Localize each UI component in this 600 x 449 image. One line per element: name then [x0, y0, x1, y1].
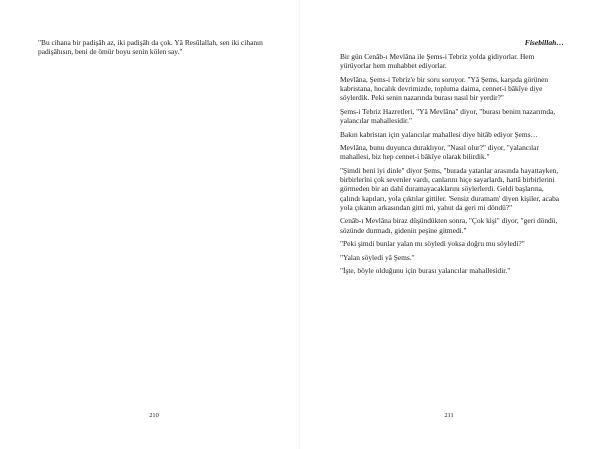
running-head: Fisebillah…: [524, 38, 564, 47]
page-number-right: 211: [444, 412, 454, 419]
paragraph: "Şimdi beni iyi dinle" diyor Şems, "burada yatanlar arasında hayattayken, birbirlerini çok sevenler vardı, canlarını hiçe sayarlardı, hattâ birbirlerini görmeden bir an dahî duramayacaklarını söylerlerdi. Geldi başlarına, çalındı kapıları, yola çıktılar gittiler. 'Sensiz duramam' diyen kişiler, acaba yola çıkanın arkasından gitti mi, yahut da geri mi döndü?": [340, 165, 560, 212]
paragraph: Mevlâna, bunu duyunca duraklıyor, "Nasıl olur?" diyor, "yalancılar mahallesi, biz hep cennet-i bâkîye olarak bilirdik.": [340, 143, 539, 162]
paragraph: Şems-i Tebriz Hazretleri, "Yâ Mevlâna" diyor, "burası benim nazarımda, yalancılar mahallesidir.": [340, 106, 556, 125]
right-page-body: [340, 52, 564, 280]
paragraph: Mevlâna, Şems-i Tebriz'e bir soru soruyor. "Yâ Şems, karşıda görünen kabristana, hocalık devrimizde, topluma daima, cennet-i bâkîye diye söylerdik. Peki senin nazarında burası nasıl bir yerdir?": [340, 74, 549, 103]
page-number-left: 210: [149, 412, 159, 419]
paragraph: "Peki şimdi bunlar yalan mı söyledi yoksa doğru mu söyledi?": [340, 239, 525, 249]
paragraph: "Yalan söyledi yâ Şems.": [340, 252, 415, 262]
paragraph: Cenâb-ı Mevlâna biraz düşündükten sonra, "Çok kişi" diyor, "geri döndü, sözünde durmadı, gidenin peşine gitmedi.": [340, 216, 558, 235]
paragraph: "Bu cihana bir padişâh az, iki padişâh da çok. Yâ Resûlallah, sen iki cihanın padişâhısın, beni de ömür boyu senin kölen say.": [38, 38, 263, 57]
paragraph: Bir gün Cenâb-ı Mevlâna ile Şems-i Tebriz yolda gidiyorlar. Hem yürüyorlar hem muhabbet ediyorlar.: [340, 52, 535, 71]
paragraph: "İşte, böyle olduğunu için burası yalancılar mahallesidir.": [340, 266, 511, 276]
paragraph: Bakın kabristan için yalancılar mahallesi diye hitâb ediyor Şems…: [340, 129, 538, 139]
left-page-body: [38, 38, 270, 61]
